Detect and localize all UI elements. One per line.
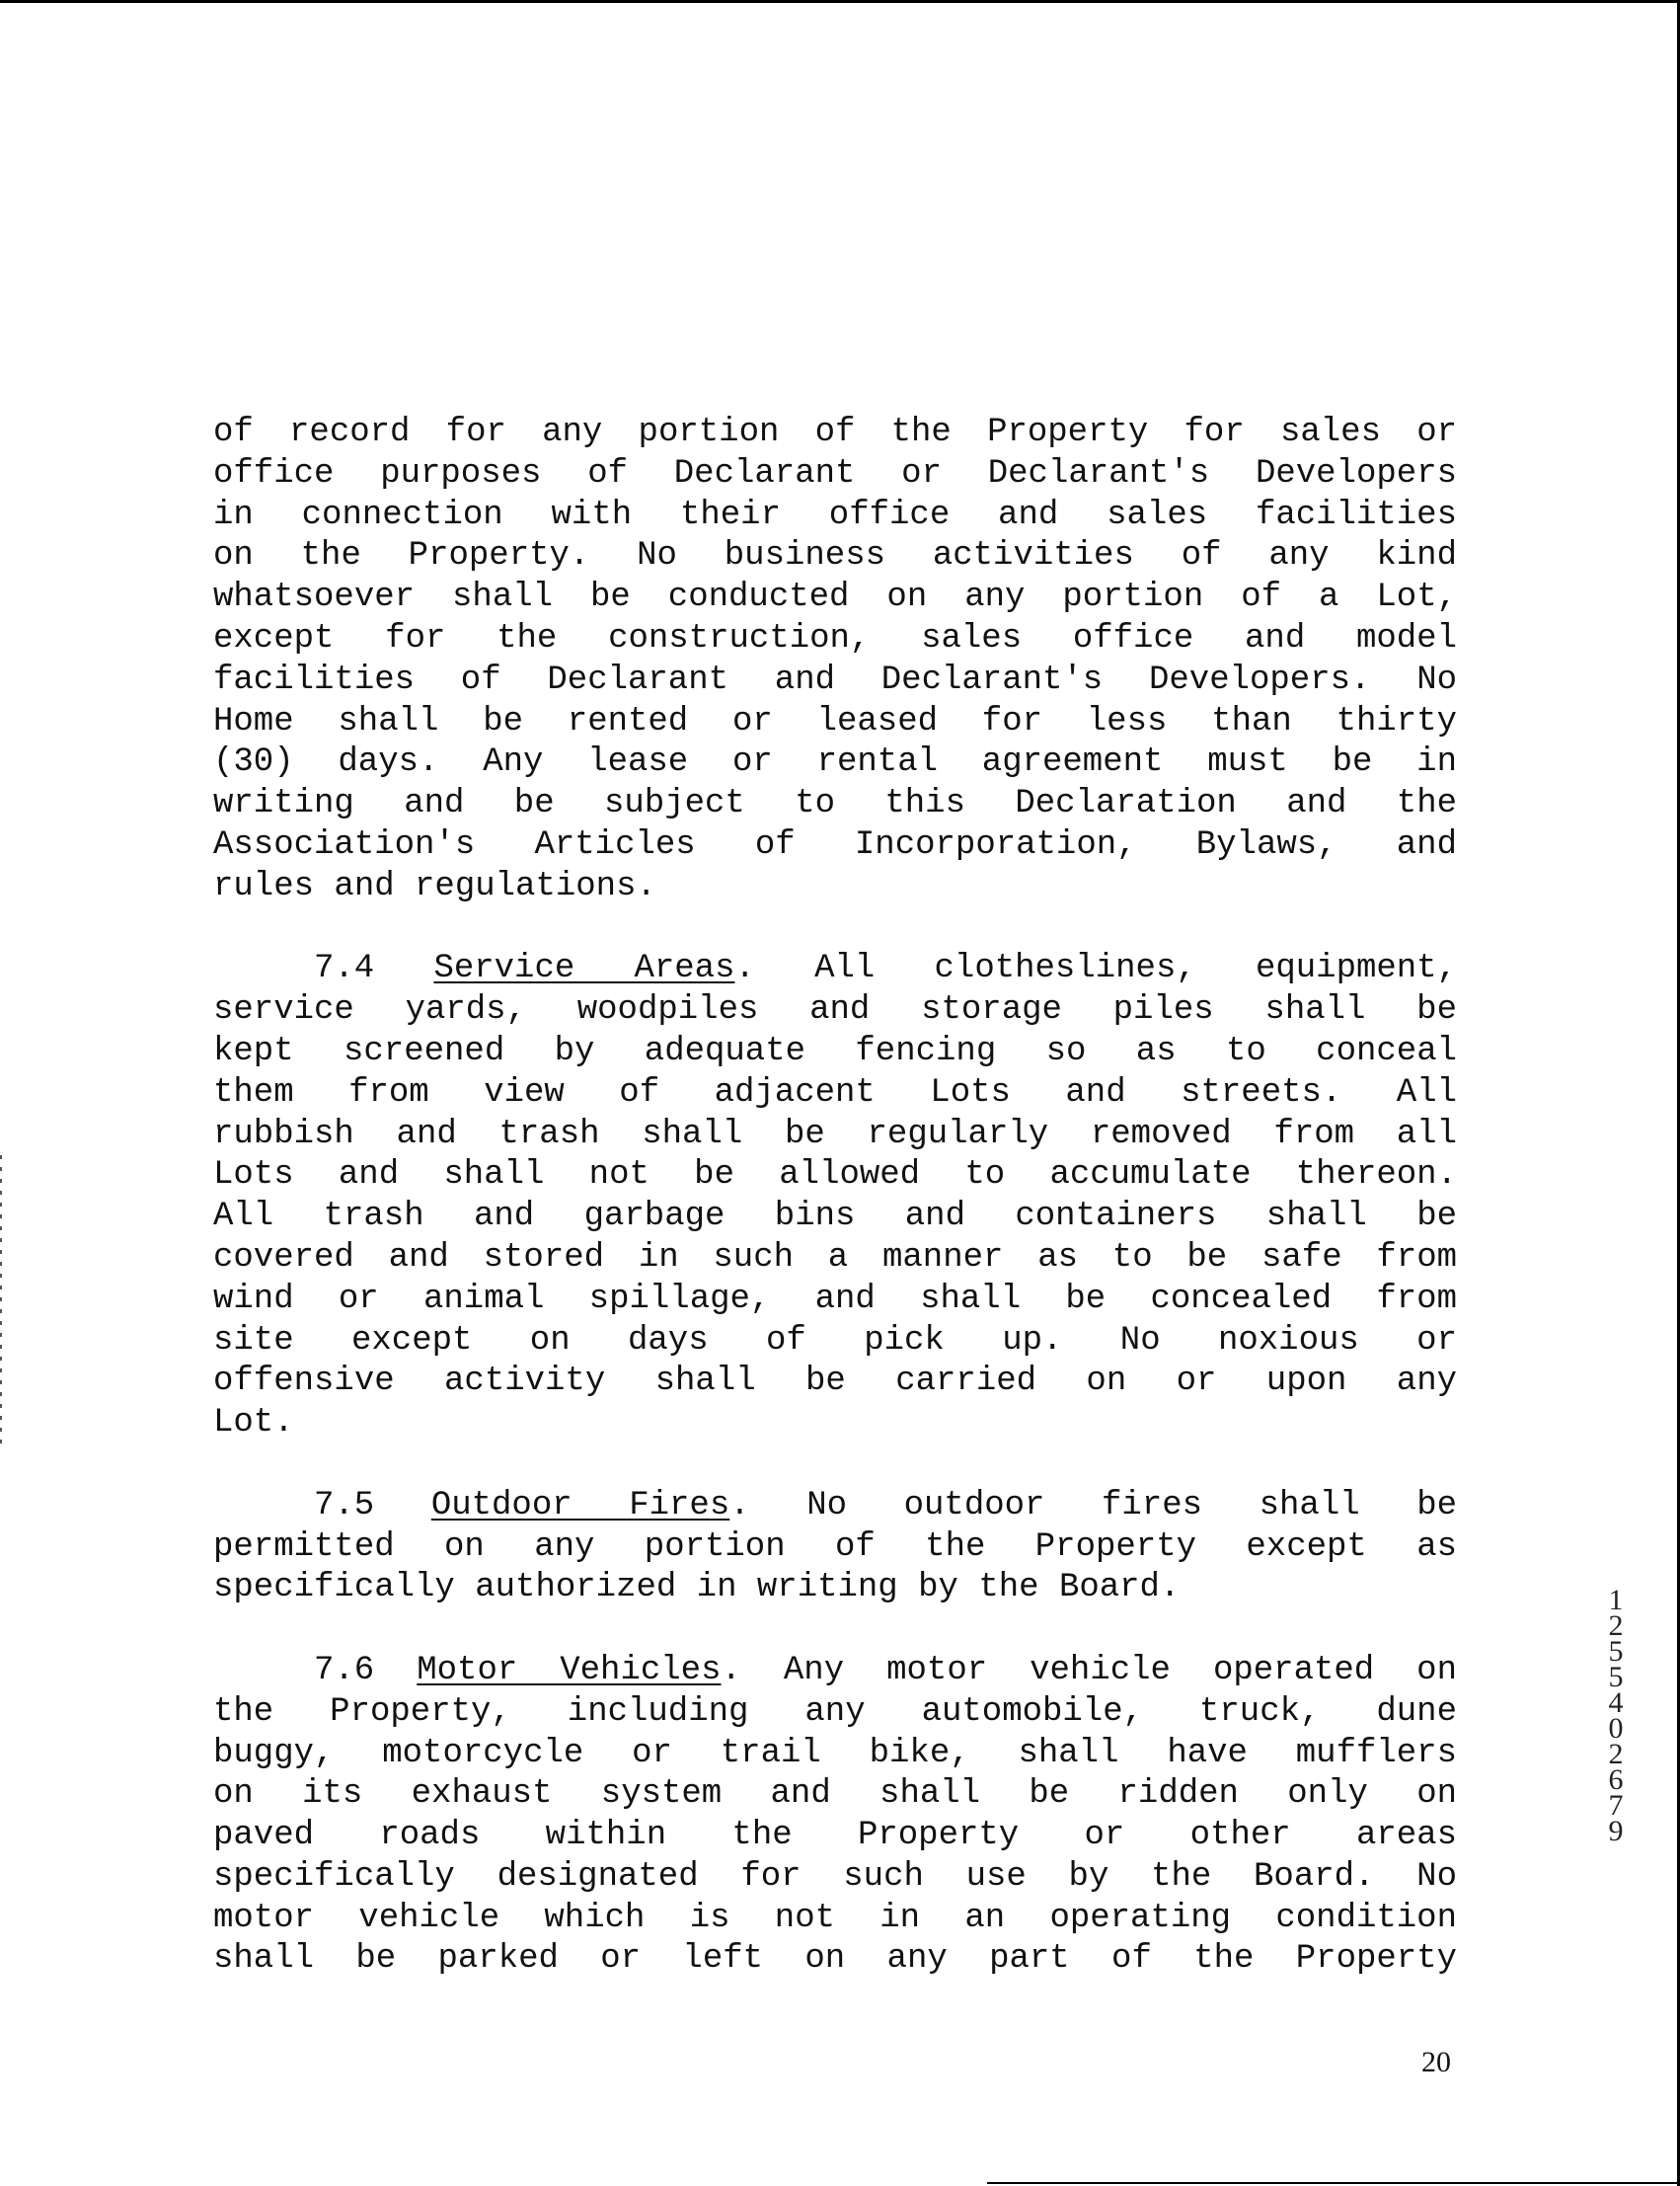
text-line: specifically designated for such use by the Board. No bbox=[213, 1857, 1457, 1896]
section-first-line-text: . Any motor vehicle operated on bbox=[721, 1651, 1457, 1689]
margin-digit: 5 bbox=[1608, 1635, 1624, 1668]
text-line: specifically authorized in writing by the Board. bbox=[213, 1569, 1181, 1607]
text-line: motor vehicle which is not in an operating condition bbox=[213, 1899, 1457, 1937]
text-line: of record for any portion of the Property for sales or bbox=[213, 414, 1457, 451]
page-border-top bbox=[0, 0, 1680, 3]
margin-digit: 2 bbox=[1608, 1609, 1624, 1642]
margin-digit: 0 bbox=[1608, 1712, 1624, 1745]
margin-recording-number bbox=[1601, 1584, 1631, 1847]
paragraph-gap bbox=[213, 1609, 1457, 1651]
paragraph-continued bbox=[213, 413, 1457, 908]
text-line: office purposes of Declarant or Declarant's Developers bbox=[213, 454, 1457, 493]
paragraph-gap bbox=[213, 1444, 1457, 1486]
section-first-line bbox=[213, 1651, 1457, 1692]
section-7-6-motor-vehicles bbox=[213, 1651, 1457, 1981]
text-line: rubbish and trash shall be regularly removed from all bbox=[213, 1115, 1457, 1153]
text-line: covered and stored in such a manner as to be safe from bbox=[213, 1238, 1457, 1277]
text-line: rules and regulations. bbox=[213, 867, 656, 905]
page-border-bottom bbox=[987, 2182, 1680, 2184]
text-line: (30) days. Any lease or rental agreement must be in bbox=[213, 743, 1457, 782]
section-first-line bbox=[213, 949, 1457, 990]
section-heading: Outdoor Fires bbox=[430, 1486, 730, 1524]
text-line: Home shall be rented or leased for less than thirty bbox=[213, 702, 1457, 741]
text-line: offensive activity shall be carried on or upon any bbox=[213, 1363, 1457, 1401]
section-heading: Service Areas bbox=[433, 950, 735, 988]
section-7-5-outdoor-fires bbox=[213, 1486, 1457, 1609]
section-number: 7.4 bbox=[314, 950, 375, 988]
paragraph-gap bbox=[213, 908, 1457, 950]
text-line: permitted on any portion of the Property except as bbox=[213, 1527, 1457, 1566]
text-line: Lots and shall not be allowed to accumulate thereon. bbox=[213, 1156, 1457, 1195]
section-heading: Motor Vehicles bbox=[417, 1651, 722, 1689]
text-line: kept screened by adequate fencing so as to conceal bbox=[213, 1032, 1457, 1070]
text-line: Lot. bbox=[213, 1404, 294, 1443]
page-border-left-dashes bbox=[0, 1155, 2, 1451]
text-line: paved roads within the Property or other areas bbox=[213, 1817, 1457, 1855]
text-line: facilities of Declarant and Declarant's Developers. No bbox=[213, 661, 1457, 699]
text-line: them from view of adjacent Lots and streets. All bbox=[213, 1073, 1457, 1112]
margin-digit: 4 bbox=[1608, 1686, 1624, 1719]
text-line: writing and be subject to this Declaration and the bbox=[213, 785, 1457, 823]
margin-digit: 2 bbox=[1608, 1738, 1624, 1770]
text-line: except for the construction, sales office and model bbox=[213, 619, 1457, 658]
margin-digit: 6 bbox=[1608, 1763, 1624, 1796]
section-first-line bbox=[213, 1486, 1457, 1527]
margin-digit: 1 bbox=[1608, 1584, 1624, 1616]
text-line: Association's Articles of Incorporation, Bylaws, and bbox=[213, 825, 1457, 864]
text-line: wind or animal spillage, and shall be concealed from bbox=[213, 1280, 1457, 1318]
text-line: All trash and garbage bins and containers shall be bbox=[213, 1198, 1457, 1236]
margin-digit: 7 bbox=[1608, 1789, 1624, 1822]
text-line: shall be parked or left on any part of the Property bbox=[213, 1940, 1457, 1979]
text-line: site except on days of pick up. No noxious or bbox=[213, 1321, 1457, 1360]
text-line: service yards, woodpiles and storage piles shall be bbox=[213, 991, 1457, 1030]
text-line: on the Property. No business activities of any kind bbox=[213, 537, 1457, 576]
section-first-line-text: . All clotheslines, equipment, bbox=[734, 950, 1457, 988]
section-number: 7.5 bbox=[314, 1486, 375, 1524]
text-line: the Property, including any automobile, truck, dune bbox=[213, 1692, 1457, 1731]
page-number: 20 bbox=[1421, 2046, 1451, 2078]
section-number: 7.6 bbox=[314, 1651, 375, 1689]
section-7-4-service-areas bbox=[213, 949, 1457, 1444]
margin-digit: 9 bbox=[1608, 1815, 1624, 1847]
text-line: buggy, motorcycle or trail bike, shall have mufflers bbox=[213, 1734, 1457, 1772]
section-first-line-text: . No outdoor fires shall be bbox=[729, 1486, 1458, 1524]
text-line: in connection with their office and sales facilities bbox=[213, 496, 1457, 534]
text-line: whatsoever shall be conducted on any portion of a Lot, bbox=[213, 579, 1457, 617]
margin-digit: 5 bbox=[1608, 1661, 1624, 1693]
text-line: on its exhaust system and shall be ridden only on bbox=[213, 1775, 1457, 1814]
document-body bbox=[213, 413, 1457, 1981]
